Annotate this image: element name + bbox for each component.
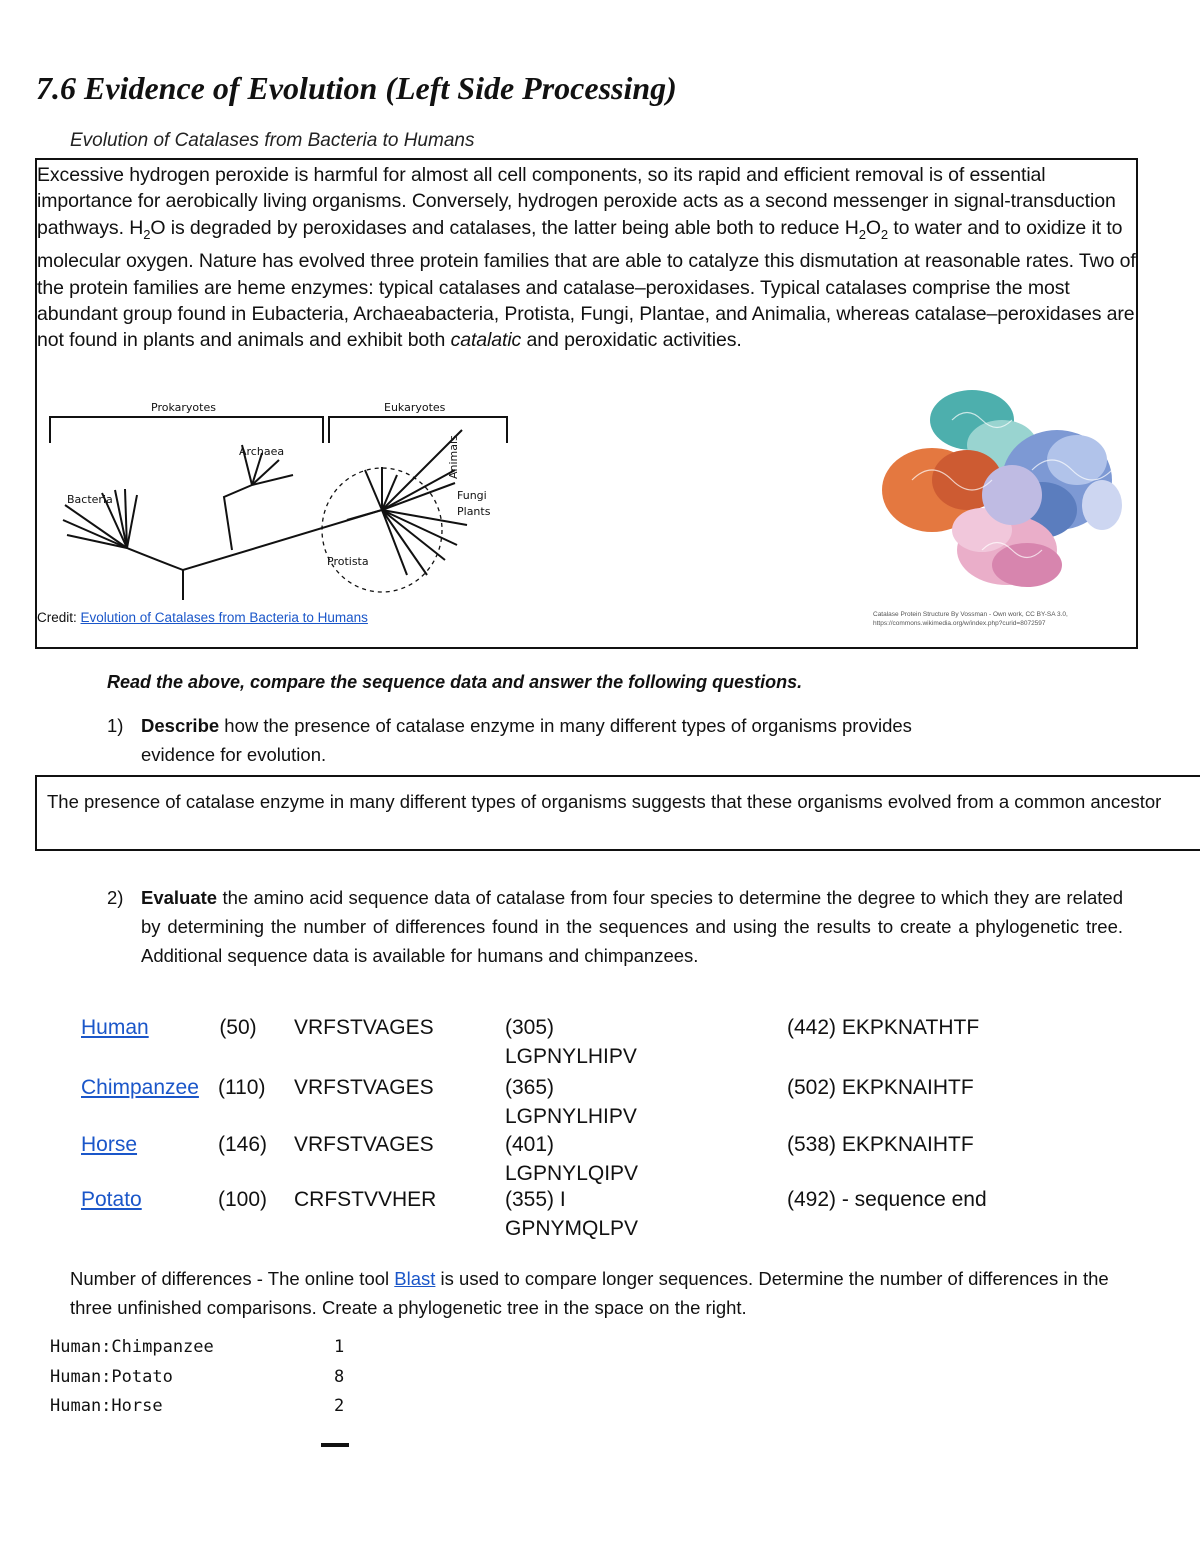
sequence-segment-2: (355) I GPNYMQLPV	[505, 1188, 639, 1240]
sequence-position: (146)	[218, 1133, 268, 1156]
credit-label: Credit:	[37, 610, 81, 625]
differences-instructions	[70, 1265, 1140, 1322]
question-text	[141, 884, 1123, 970]
credit-line	[37, 610, 368, 625]
comparison-value[interactable]: 8	[334, 1366, 345, 1387]
sequence-segment-3: (442) EKPKNATHTF	[787, 1016, 980, 1039]
species-link-horse[interactable]: Horse	[81, 1133, 138, 1156]
subscript: 2	[858, 226, 866, 242]
intro-text-5: and peroxidatic activities.	[521, 329, 742, 352]
sequence-segment-3: (502) EKPKNAIHTF	[787, 1076, 974, 1099]
blank-answer-line[interactable]	[321, 1443, 349, 1447]
question-text	[141, 712, 981, 770]
intro-text-3: O	[865, 216, 881, 239]
intro-box	[35, 158, 1138, 649]
sequence-segment-1: VRFSTVAGES	[294, 1016, 434, 1039]
species-link-chimpanzee[interactable]: Chimpanzee	[81, 1076, 199, 1099]
intro-text-1: Excessive hydrogen peroxide is harmful for almost all cell components, so its rapid and efficient removal is of essential importance for aerobically living organisms. Conversely, hydrogen peroxide acts as a second messenger in signal-transduction pathways. H	[37, 164, 1116, 239]
comparison-pair: Human:Potato	[50, 1366, 173, 1387]
page-title: 7.6 Evidence of Evolution (Left Side Processing)	[36, 70, 677, 106]
sequence-segment-3: (538) EKPKNAIHTF	[787, 1133, 974, 1156]
comparison-pair: Human:Chimpanzee	[50, 1337, 214, 1357]
phylogenetic-tree-diagram	[47, 385, 527, 615]
sequence-segment-2: (401) LGPNYLQIPV	[505, 1133, 639, 1185]
image-credit	[873, 610, 1143, 628]
question-keyword: Describe	[141, 715, 220, 736]
question-body: how the presence of catalase enzyme in many different types of organisms provides evidence for evolution.	[141, 715, 912, 765]
subscript: 2	[880, 226, 889, 242]
sequence-segment-1: VRFSTVAGES	[294, 1133, 434, 1156]
answer-box-1[interactable]	[35, 775, 1200, 851]
label-eukaryotes: Eukaryotes	[384, 401, 446, 414]
intro-italic: catalatic	[450, 329, 522, 352]
image-credit-line-1: Catalase Protein Structure By Vossman - Own work, CC BY-SA 3.0,	[873, 611, 1068, 618]
comparison-value[interactable]: 1	[334, 1337, 345, 1357]
sequence-segment-1: CRFSTVVHER	[294, 1188, 437, 1211]
page-subtitle: Evolution of Catalases from Bacteria to Humans	[70, 130, 475, 151]
species-link-potato[interactable]: Potato	[81, 1188, 142, 1211]
sequence-segment-1: VRFSTVAGES	[294, 1076, 434, 1099]
credit-link[interactable]: Evolution of Catalases from Bacteria to Humans	[80, 610, 368, 625]
sequence-segment-2: (365) LGPNYLHIPV	[505, 1076, 637, 1128]
sequence-position: (110)	[218, 1076, 266, 1099]
intro-text-4: to water and to oxidize it to molecular oxygen. Nature has evolved three protein families that are able to catalyze this dismutation at reasonable rates. Two of the protein families are heme enzymes: typical catalases and catalase–peroxidases. Typical catalases comprise the most abundant group found in Eubacteria, Archaeabacteria, Protista, Fungi, Plantae, and Animalia, whereas catalase–peroxidases are not found in plants and animals and exhibit both	[37, 216, 1136, 352]
label-animals: Animals	[447, 435, 460, 479]
sequence-segment-2: (305) LGPNYLHIPV	[505, 1016, 637, 1068]
label-plants: Plants	[457, 505, 491, 518]
question-number: 1)	[107, 715, 124, 736]
intro-paragraph	[37, 162, 1137, 354]
label-protista: Protista	[327, 555, 369, 568]
differences-text-2: is used to compare longer sequences. Determine the number of differences in the three unfinished comparisons. Create a phylogenetic tree in the space on the right.	[70, 1268, 1109, 1318]
label-prokaryotes: Prokaryotes	[151, 401, 216, 414]
differences-text-1: Number of differences - The online tool	[70, 1268, 395, 1289]
blast-link[interactable]: Blast	[394, 1268, 436, 1289]
label-bacteria: Bacteria	[67, 493, 113, 506]
question-keyword: Evaluate	[141, 887, 218, 908]
sequence-position: (100)	[218, 1188, 268, 1211]
question-body: the amino acid sequence data of catalase from four species to determine the degree to which they are related by determining the number of differences found in the sequences and using the results to create a phylogenetic tree. Additional sequence data is available for humans and chimpanzees.	[141, 887, 1123, 966]
answer-text: The presence of catalase enzyme in many different types of organisms suggests that these organisms evolved from a common ancestor	[47, 791, 1162, 812]
sequence-segment-3: (492) - sequence end	[787, 1188, 987, 1211]
subscript: 2	[143, 226, 151, 242]
question-number: 2)	[107, 887, 124, 908]
label-fungi: Fungi	[457, 489, 487, 502]
intro-text-2: O is degraded by peroxidases and catalases, the latter being able both to reduce H	[150, 216, 859, 239]
comparison-value[interactable]: 2	[334, 1396, 345, 1416]
species-link-human[interactable]: Human	[81, 1016, 149, 1039]
image-credit-line-2: https://commons.wikimedia.org/w/index.php?curid=8072597	[873, 620, 1046, 627]
label-archaea: Archaea	[239, 445, 285, 458]
instructions: Read the above, compare the sequence data and answer the following questions.	[107, 672, 803, 692]
catalase-protein-structure-image	[872, 380, 1142, 600]
comparison-pair: Human:Horse	[50, 1396, 163, 1416]
sequence-position: (50)	[219, 1016, 257, 1039]
